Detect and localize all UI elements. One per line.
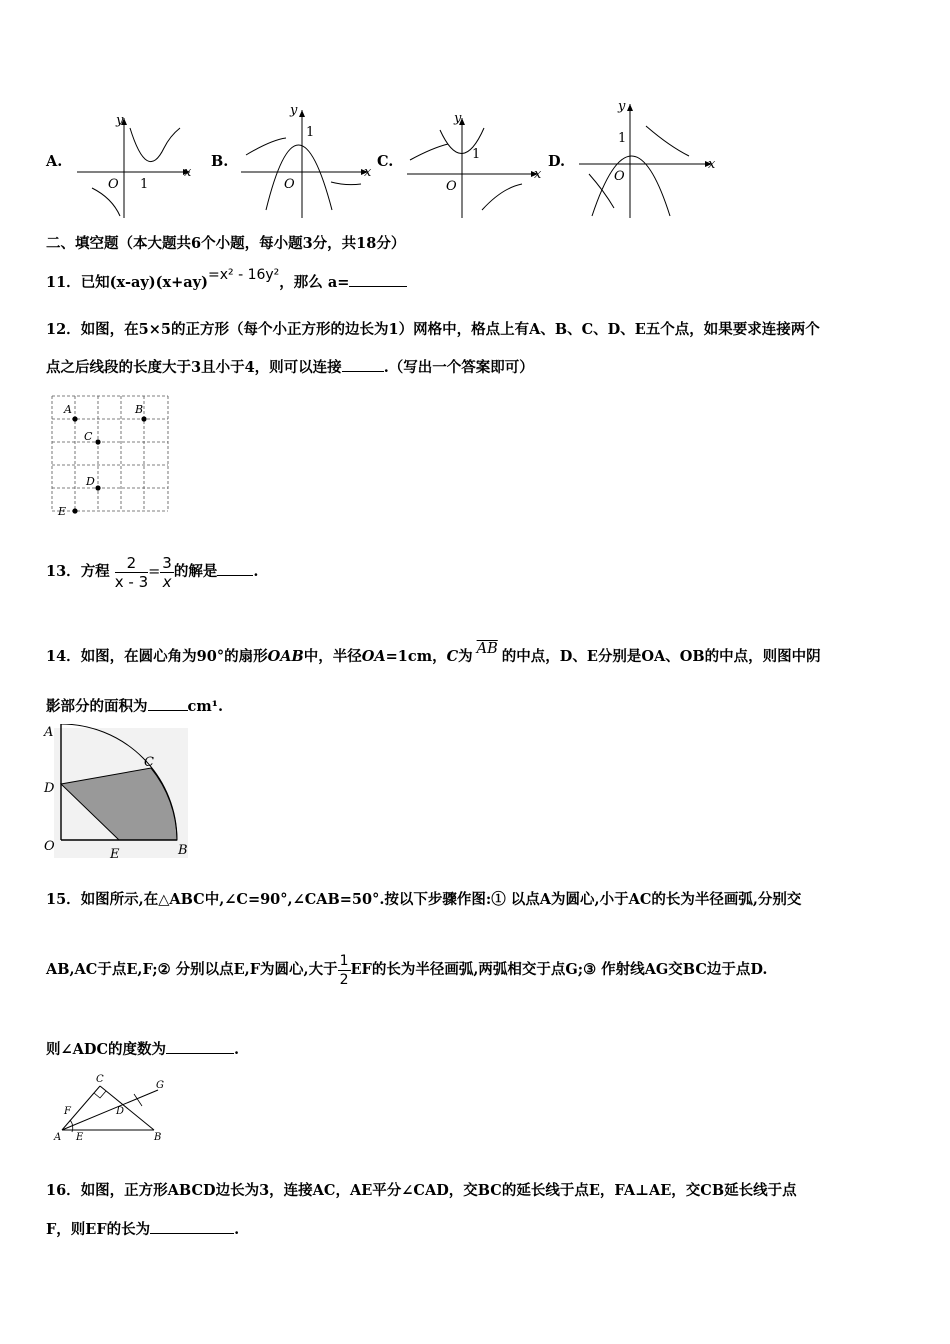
q14-sector-name: OAB [267, 648, 304, 665]
q15-half-num: 1 [339, 952, 349, 969]
q14-text-d: 为 [458, 648, 473, 665]
q14-line2-pre: 影部分的面积为 [46, 698, 148, 715]
q15-number: 15． [46, 891, 81, 908]
option-c-graph [402, 108, 547, 220]
q12-point-e: E [58, 505, 67, 518]
q15-line1 [46, 890, 801, 910]
q11-answer-blank [349, 272, 407, 287]
q14-answer-blank [148, 696, 188, 711]
q15-line3-post: . [234, 1041, 240, 1058]
option-d-origin: O [614, 169, 625, 184]
q15-line1-text: 如图所示,在△ABC中,∠C=90°,∠CAB=50°.按以下步骤作图:① 以点A为圆心,小于AC的长为半径画弧,分别交 [80, 891, 802, 908]
q15-label-e: E [76, 1132, 84, 1143]
q12-answer-blank [342, 357, 384, 372]
question-13: 13．方程 $\frac{2}{x - 3}$ = $\frac{3}{x}$ 的解是 . [46, 553, 259, 591]
option-b-label: B. [211, 153, 229, 170]
q12-line2 [46, 357, 534, 378]
q14-label-o: O [44, 839, 55, 854]
q14-label-a: A [44, 725, 54, 740]
q14-text-b: 中，半径 [303, 648, 362, 665]
q15-label-g: G [156, 1080, 164, 1091]
q12-grid-figure [50, 394, 172, 518]
q13-frac2-num: 3 [162, 553, 172, 572]
option-d-graph [574, 96, 724, 220]
q12-line1 [46, 320, 820, 340]
q16-line1-text: 如图，正方形ABCD边长为3，连接AC，AE平分∠CAD，交BC的延长线于点E，FA⊥AE，交CB延长线于点 [80, 1182, 797, 1199]
q15-label-a: A [54, 1132, 62, 1143]
q15-label-f: F [64, 1106, 71, 1117]
option-b-y: y [290, 103, 298, 118]
q14-line2 [46, 696, 223, 717]
q15-line2-post: EF的长为半径画弧,两弧相交于点G;③ 作射线AG交BC边于点D. [350, 961, 768, 978]
q16-line2-post: . [234, 1221, 240, 1238]
q16-number: 16． [46, 1182, 81, 1199]
q16-answer-blank [150, 1219, 234, 1234]
q15-answer-blank [166, 1039, 234, 1054]
q15-line2 [46, 950, 767, 990]
option-d-x: x [708, 157, 716, 172]
q14-text-a: 如图，在圆心角为90°的扇形 [80, 648, 268, 665]
q11-text-post: ，那么 a= [279, 274, 350, 291]
q15-label-c: C [96, 1074, 104, 1085]
q12-point-c: C [84, 430, 93, 443]
q13-text-pre: 方程 [80, 563, 110, 580]
q15-half-den: 2 [339, 971, 349, 988]
option-b-origin: O [284, 177, 295, 192]
q12-line2-pre: 点之后线段的长度大于3且小于4，则可以连接 [46, 359, 342, 376]
q12-point-a: A [64, 403, 72, 416]
q14-sector-figure [40, 724, 192, 862]
q15-line2-pre: AB,AC于点E,F;② 分别以点E,F为圆心,大于 [46, 961, 338, 978]
option-c-label: C. [377, 153, 394, 170]
q12-line1-text: 如图，在5×5的正方形（每个小正方形的边长为1）网格中，格点上有A、B、C、D、E五个点，如果要求连接两个 [80, 321, 820, 338]
q15-line3-pre: 则∠ADC的度数为 [46, 1041, 167, 1058]
q14-arc-ab: $\overline{AB}$ [476, 641, 498, 657]
q14-number: 14． [46, 648, 81, 665]
option-c-y: y [454, 111, 462, 126]
q14-text-e: 的中点，D、E分别是OA、OB的中点，则图中阴 [501, 648, 821, 665]
option-a-y: y [116, 113, 124, 128]
option-a-label: A. [46, 153, 63, 170]
question-11 [46, 267, 407, 293]
q14-radius-name: OA [361, 648, 386, 665]
option-a-tick: 1 [140, 177, 149, 192]
option-d-y: y [618, 99, 626, 114]
q13-number: 13． [46, 563, 81, 580]
option-a-x: x [184, 165, 192, 180]
option-b-x: x [364, 165, 372, 180]
q11-text-pre: 已知(x-ay)(x+ay) [80, 274, 208, 291]
option-c-x: x [534, 167, 542, 182]
q14-line1 [46, 641, 821, 667]
q13-frac1-den: x - 3 [114, 572, 149, 591]
section-heading: 二、填空题（本大题共6个小题，每小题3分，共18分） [46, 235, 406, 252]
q14-label-c: C [144, 755, 154, 770]
q15-half-fraction [338, 952, 351, 989]
q14-label-e: E [110, 847, 120, 862]
q13-fraction-2 [160, 554, 174, 591]
q13-fraction-1 [115, 554, 148, 591]
q11-formula: =x² - 16y² [207, 267, 280, 283]
option-b-graph [236, 100, 376, 220]
q13-text-post: 的解是 [173, 563, 218, 580]
q11-number: 11． [46, 274, 81, 291]
option-c-tick: 1 [472, 147, 481, 162]
q13-equals: = [148, 564, 161, 580]
q13-frac1-num: 2 [115, 554, 148, 573]
q14-unit: cm¹. [187, 698, 224, 715]
q12-point-b: B [135, 403, 144, 416]
option-b-tick: 1 [306, 125, 315, 140]
q15-label-b: B [154, 1132, 162, 1143]
q16-line1 [46, 1181, 797, 1201]
q14-text-c: =1cm， [385, 648, 447, 665]
q16-line2 [46, 1219, 239, 1240]
q15-label-d: D [116, 1106, 125, 1117]
q12-line2-post: .（写出一个答案即可） [383, 359, 534, 376]
option-a-origin: O [108, 177, 119, 192]
option-a-graph [72, 108, 202, 220]
q13-frac2-den: x [162, 572, 172, 591]
q12-number: 12． [46, 321, 81, 338]
q13-answer-blank [217, 561, 253, 576]
q14-point-c-name: C [446, 648, 459, 665]
q14-label-b: B [178, 843, 188, 858]
q14-label-d: D [44, 781, 55, 796]
q12-point-d: D [86, 475, 95, 488]
option-d-tick: 1 [618, 131, 627, 146]
option-c-origin: O [446, 179, 457, 194]
q15-line3 [46, 1039, 239, 1060]
q15-triangle-figure [50, 1070, 172, 1146]
q16-line2-pre: F，则EF的长为 [46, 1221, 151, 1238]
option-d-label: D. [548, 153, 566, 170]
